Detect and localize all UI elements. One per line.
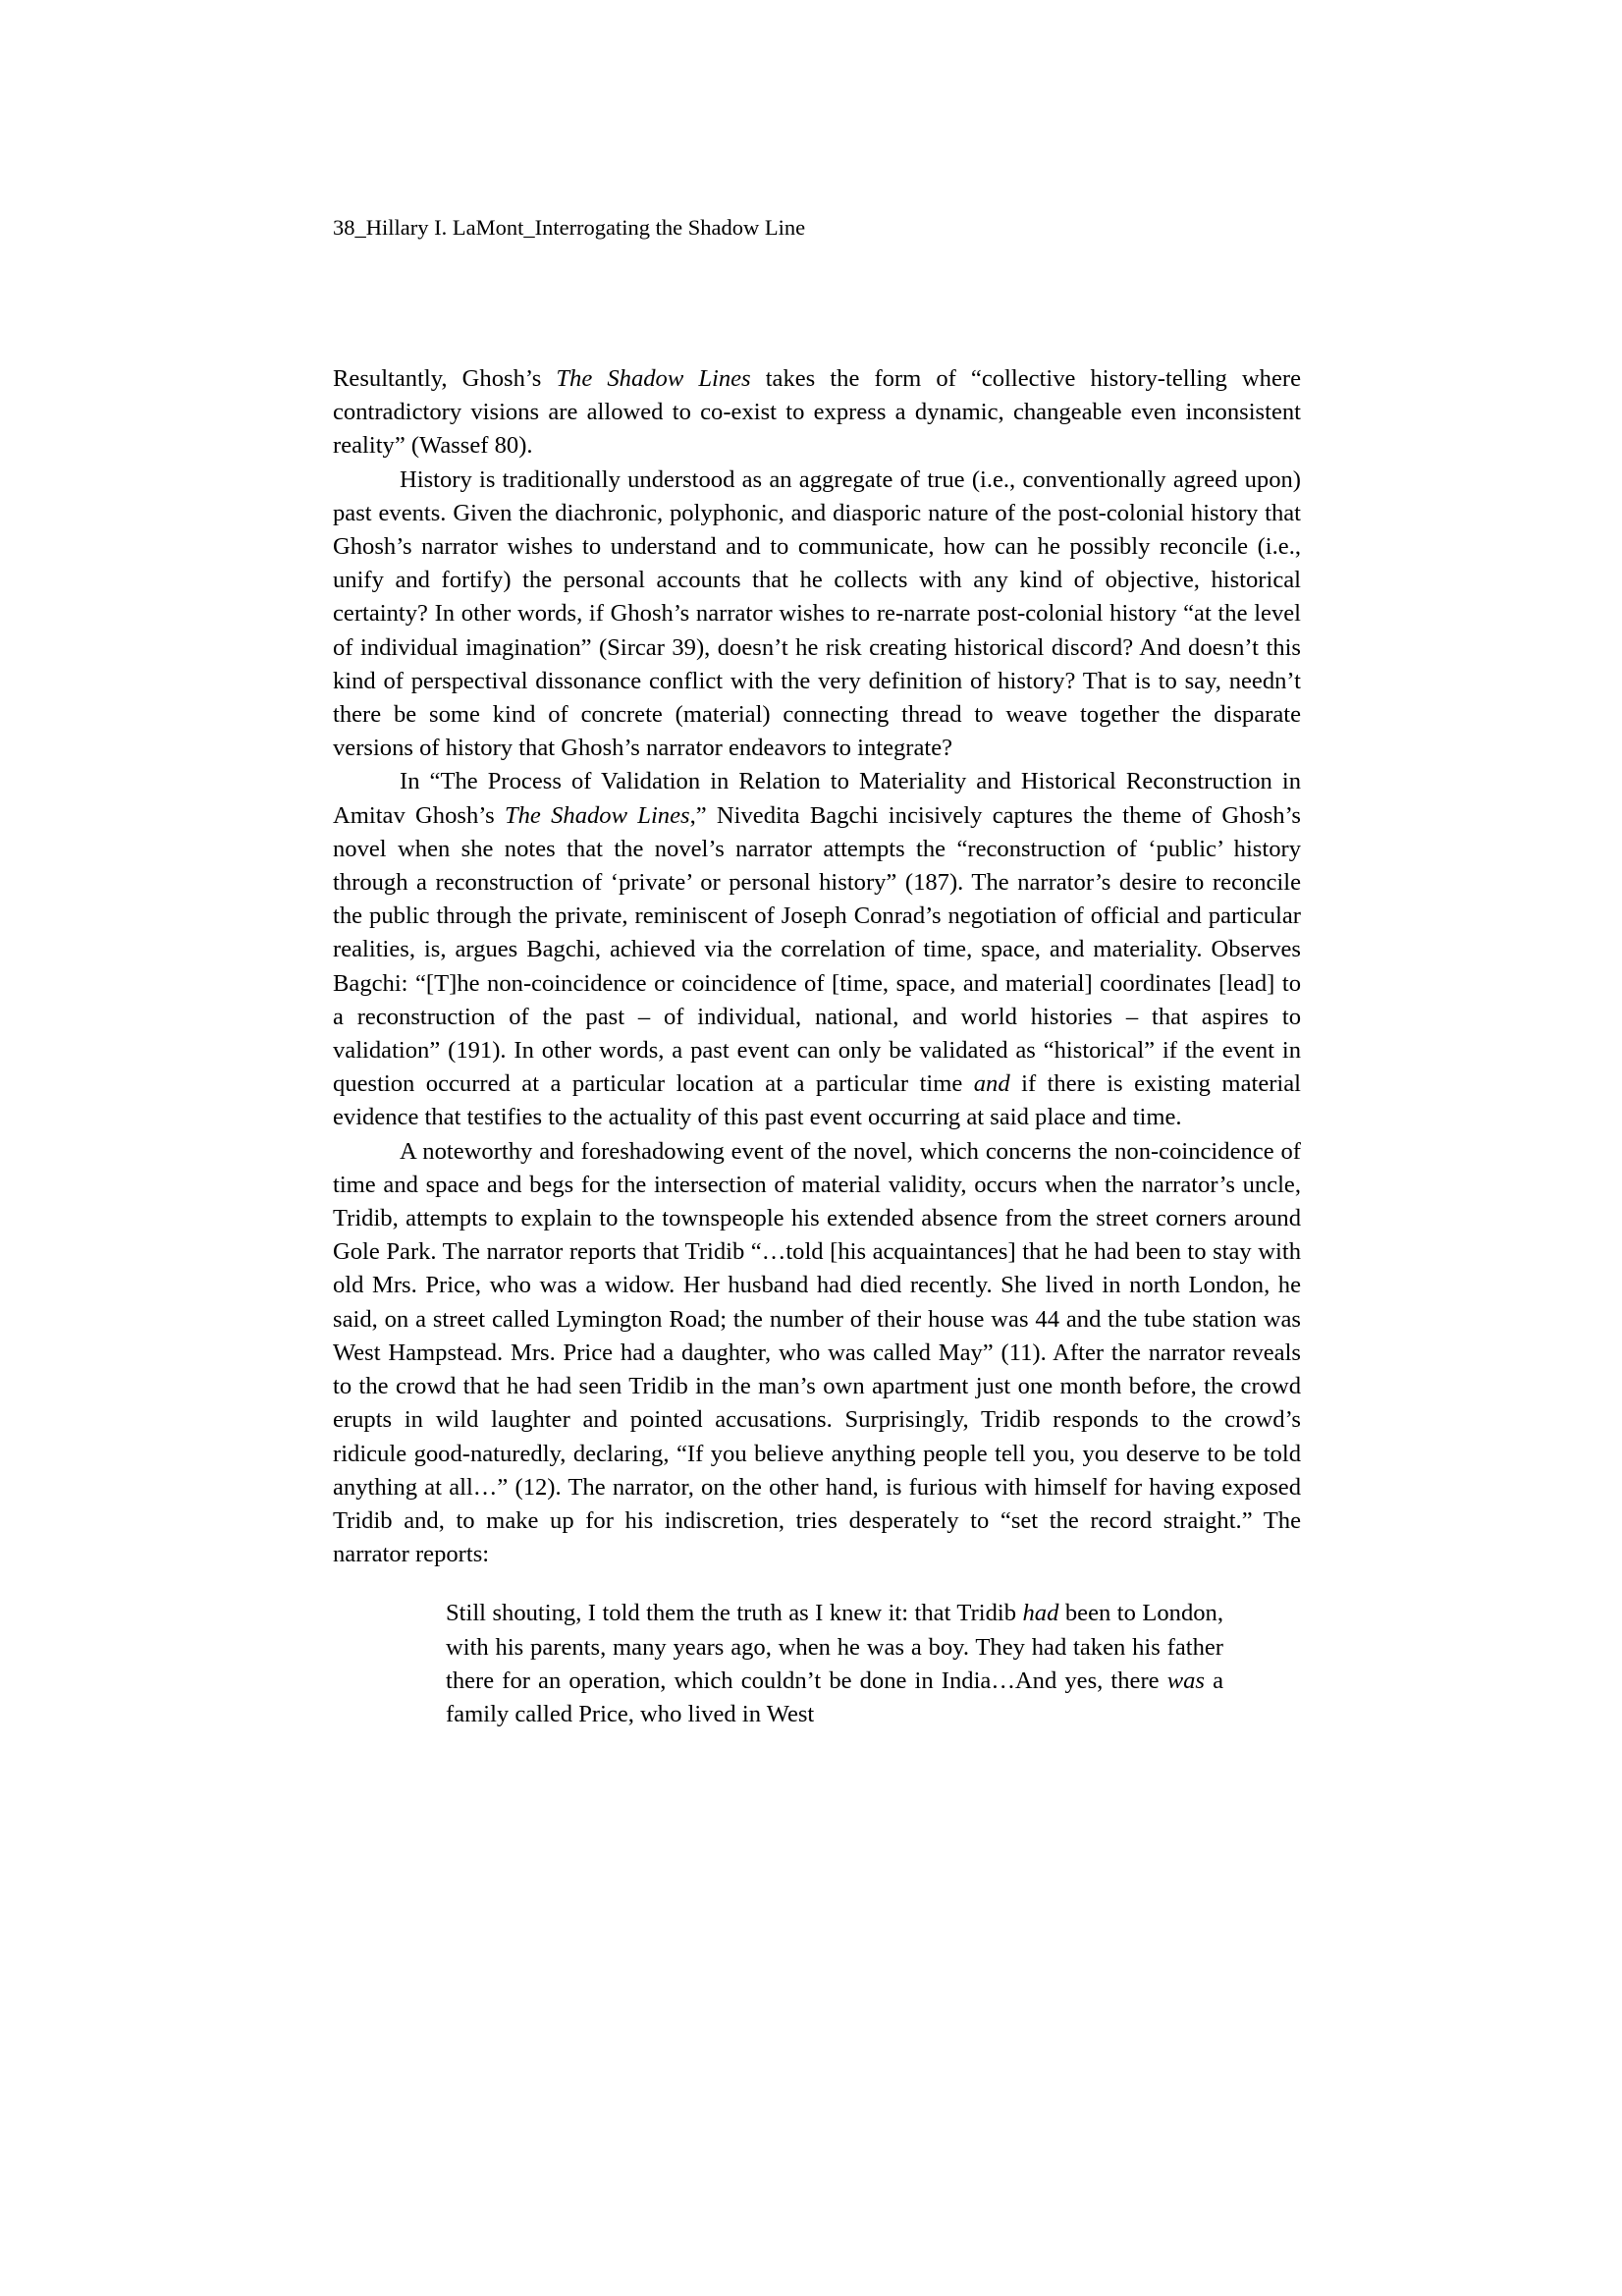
text-run: Still shouting, I told them the truth as I knew it: that Tridib (446, 1600, 1023, 1627)
text-run: ,” Nivedita Bagchi incisively captures the theme of Ghosh’s novel when she notes that the novel’s narrator attempts the “reconstruction of ‘public’ history through a reconstruction of ‘private’ or personal history” (187). The narrator’s desire to reconcile the public through the private, reminiscent of Joseph Conrad’s negotiation of official and particular realities, is, argues Bagchi, achieved via the correlation of time, space, and materiality. Observes Bagchi: “[T]he non-coincidence or coincidence of [time, space, and material] coordinates [lead] to a reconstruction of the past – of individual, national, and world histories – that aspires to validation” (191). In other words, a past event can only be validated as “historical” if the event in question occurred at a particular location at a particular time (333, 801, 1301, 1098)
paragraph (333, 765, 1301, 1134)
text-run: A noteworthy and foreshadowing event of the novel, which concerns the non-coincidence of time and space and begs for the intersection of material validity, occurs when the narrator’s uncle, Tridib, attempts to explain to the townspeople his extended absence from the street corners around Gole Park. The narrator reports that Tridib “…told [his acquaintances] that he had been to stay with old Mrs. Price, who was a widow. Her husband had died recently. She lived in north London, he said, on a street called Lymington Road; the number of their house was 44 and the tube station was West Hampstead. Mrs. Price had a daughter, who was called May” (11). After the narrator reveals to the crowd that he had seen Tridib in the man’s own apartment just one month before, the crowd erupts in wild laughter and pointed accusations. Surprisingly, Tridib responds to the crowd’s ridicule good-naturedly, declaring, “If you believe anything people tell you, you deserve to be told anything at all…” (12). The narrator, on the other hand, is furious with himself for having exposed Tridib and, to make up for his indiscretion, tries desperately to “set the record straight.” The narrator reports: (333, 1137, 1301, 1568)
paragraph (333, 1135, 1301, 1572)
text-run: Resultantly, Ghosh’s (333, 365, 557, 392)
article-body (333, 362, 1301, 1731)
paragraph (333, 362, 1301, 464)
block-quote (446, 1597, 1223, 1731)
text-run: History is traditionally understood as an aggregate of true (i.e., conventionally agreed upon) past events. Given the diachronic, polyphonic, and diasporic nature of the post-colonial history that Ghosh’s narrator wishes to understand and to communicate, how can he possibly reconcile (i.e., unify and fortify) the personal accounts that he collects with any kind of objective, historical certainty? In other words, if Ghosh’s narrator wishes to re-narrate post-colonial history “at the level of individual imagination” (Sircar 39), doesn’t he risk creating historical discord? And doesn’t this kind of perspectival dissonance conflict with the very definition of history? That is to say, needn’t there be some kind of concrete (material) connecting thread to weave together the disparate versions of history that Ghosh’s narrator endeavors to integrate? (333, 465, 1301, 762)
text-run: a family called Price, who lived in West (446, 1667, 1223, 1727)
emphasis: had (1022, 1600, 1059, 1627)
paragraph (333, 464, 1301, 766)
emphasis: and (973, 1070, 1010, 1098)
book-title: The Shadow Lines (504, 801, 690, 829)
text-run: been to London, with his parents, many years ago, when he was a boy. They had taken his father there for an operation, which couldn’t be done in India…And yes, there (446, 1600, 1223, 1694)
text-run: if there is existing material evidence that testifies to the actuality of this past event occurring at said place and time. (333, 1070, 1302, 1131)
text-run: takes the form of “collective history-telling where contradictory visions are allowed to co-exist to express a dynamic, changeable even inconsistent reality” (Wassef 80). (333, 365, 1302, 460)
emphasis: was (1166, 1667, 1205, 1694)
text-run: In “The Process of Validation in Relation to Materiality and Historical Reconstruction in Amitav Ghosh’s (333, 768, 1301, 829)
book-title: The Shadow Lines (556, 365, 751, 392)
running-head: 38_Hillary I. LaMont_Interrogating the Shadow Line (333, 215, 806, 240)
